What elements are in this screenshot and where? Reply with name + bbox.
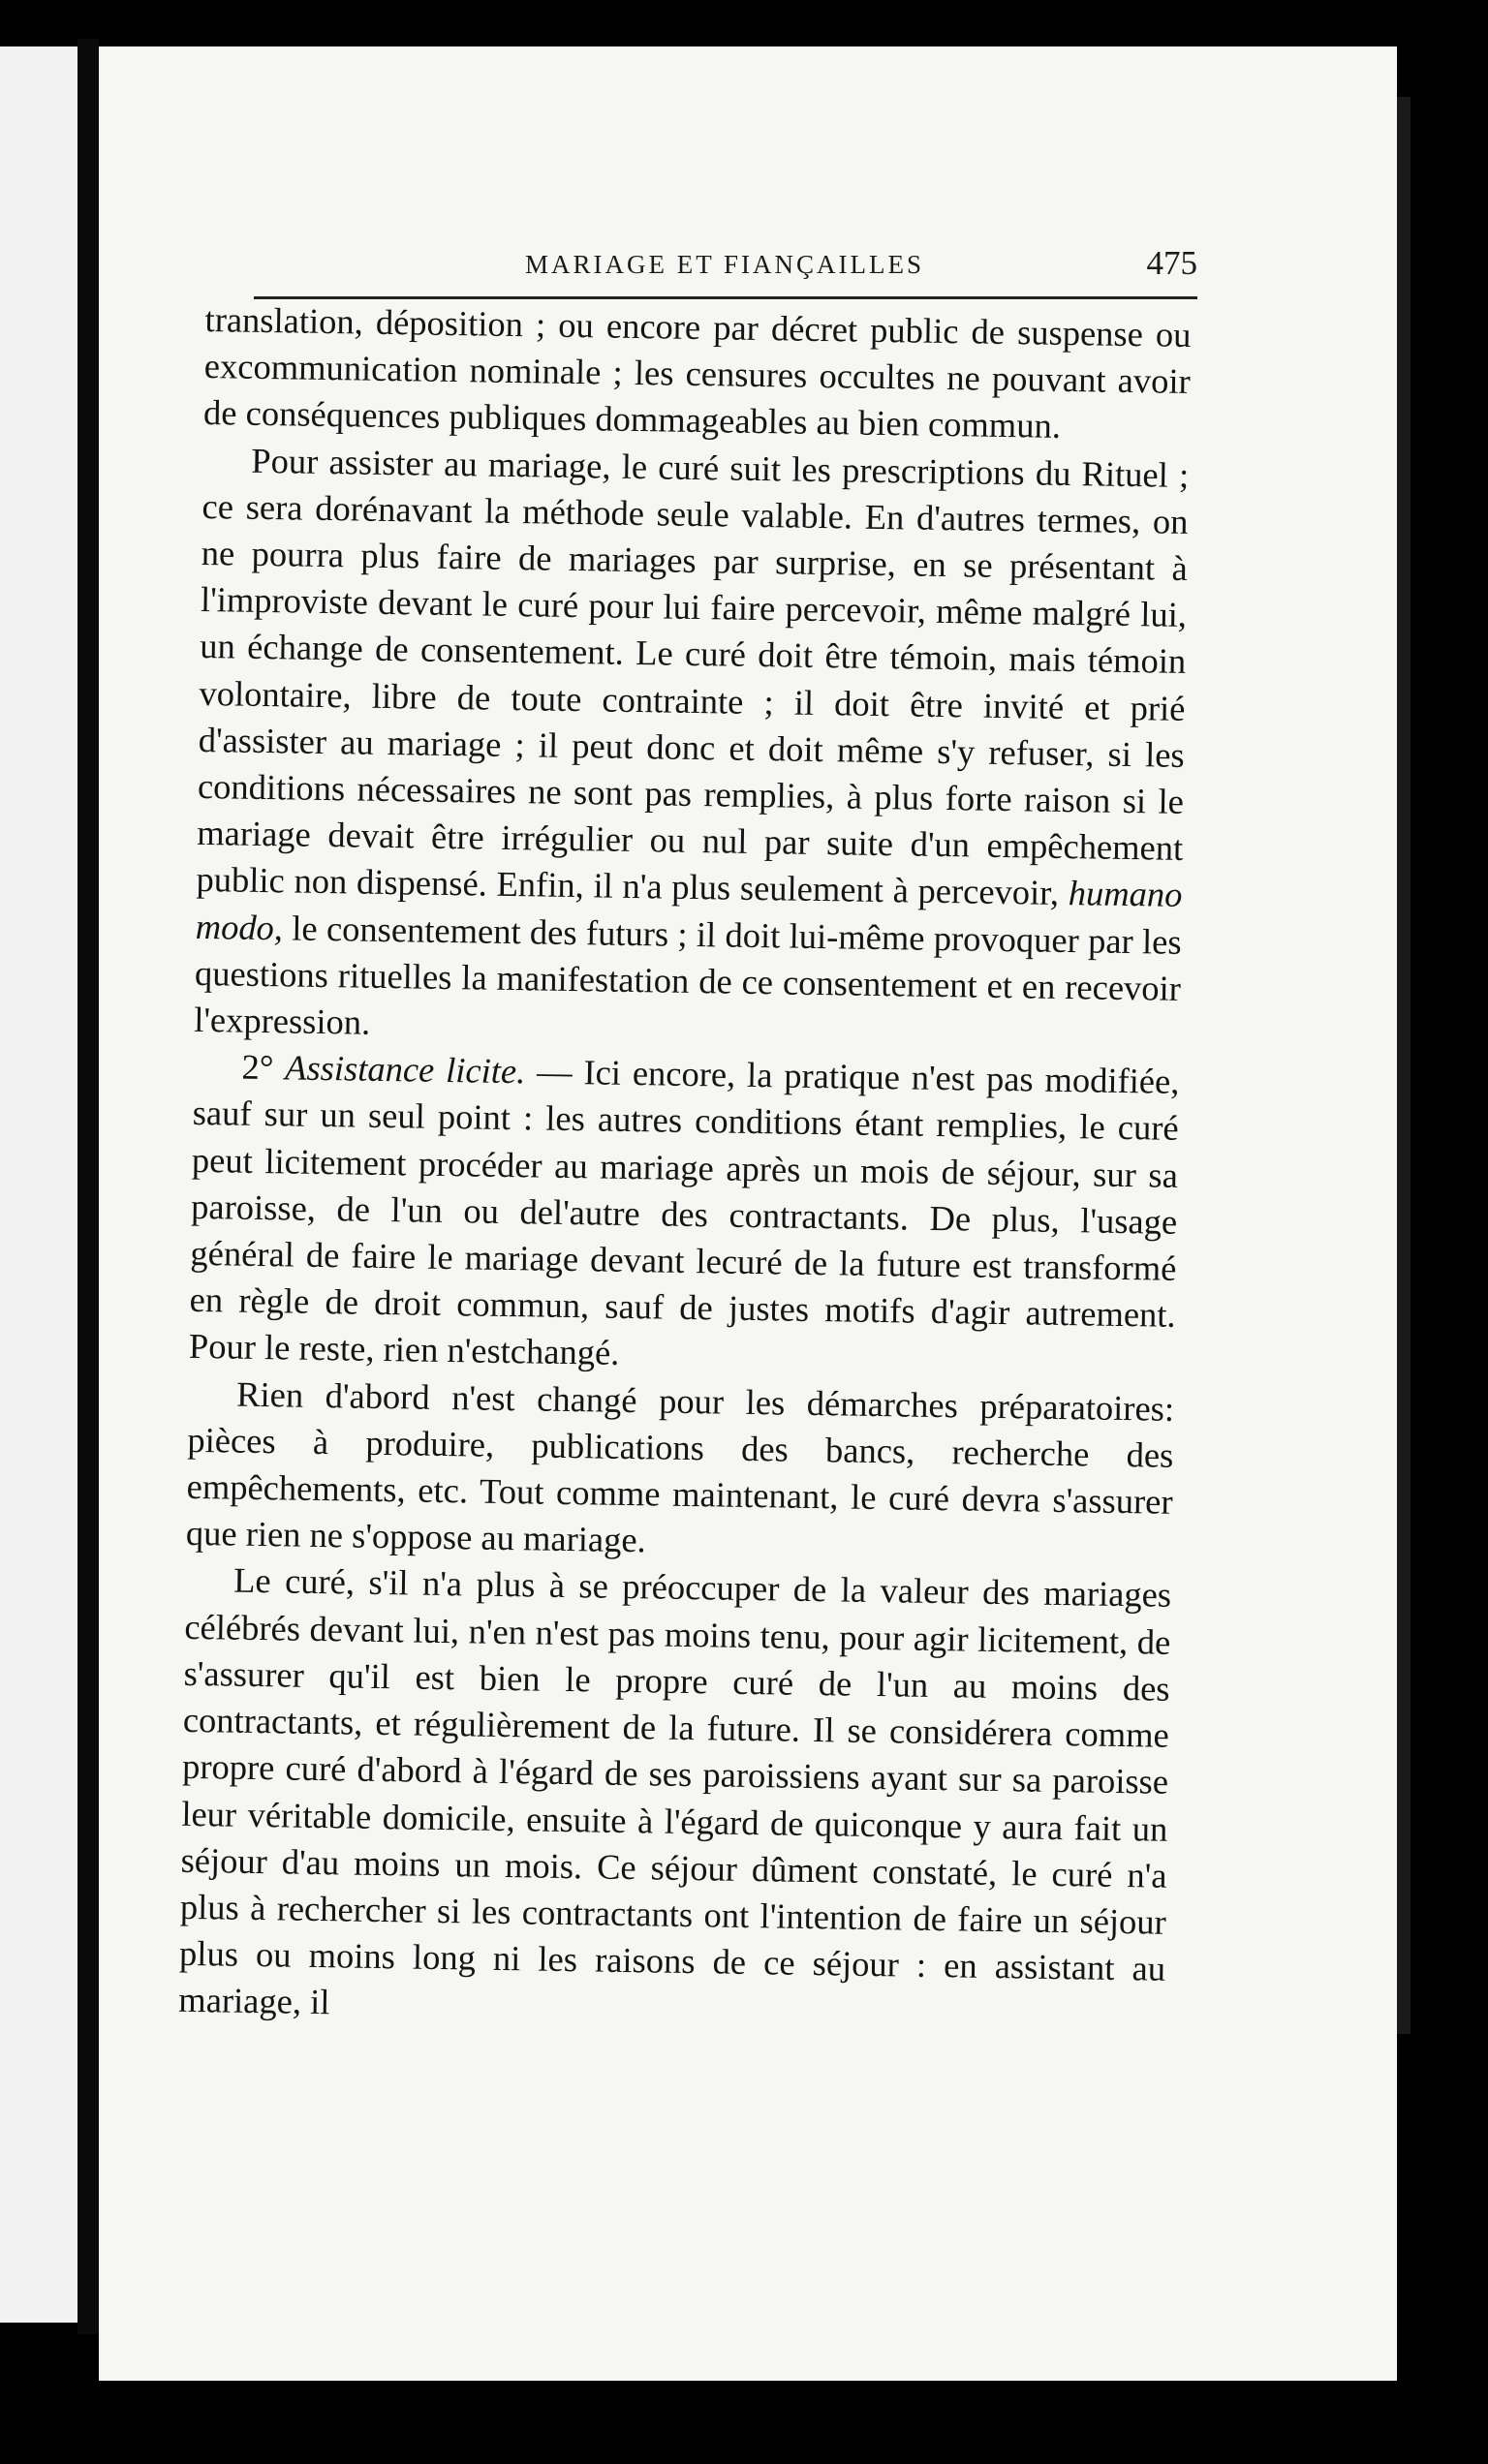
paragraph-3-italic: Assistance licite. [284,1047,526,1092]
paragraph-4-text: Rien d'abord n'est changé pour les démarches préparatoires: pièces à produire, publications des bancs, recherche des empêchements, etc. Tout comme maintenant, le curé devra s'assurer que rien ne s'oppose au mariage. [185,1373,1175,1560]
paragraph-5-text: Le curé, s'il n'a plus à se préoccuper de la valeur des mariages célébrés devant lui, n'en n'est pas moins tenu, pour agir licitement, de s'assurer qu'il est bien le propre curé de l'un au moins des contractants, et régulièrement de la future. Il se considérera comme propre curé d'abord à l'égard de ses paroissiens ayant sur sa paroisse leur véritable domicile, ensuite à l'égard de quiconque y aura fait un séjour d'au moins un mois. Ce séjour dûment constaté, le curé n'a plus à rechercher si les contractants ont l'intention de faire un séjour plus ou moins long ni les raisons de ce séjour : en assistant au mariage, il [178,1560,1172,2022]
paragraph-3-rest: — Ici encore, la pratique n'est pas modifiée, sauf sur un seul point : les autres conditions étant remplies, le curé peut licitement procéder au mariage après un mois de séjour, sur sa paroisse, de l'un ou del'autre des contractants. De plus, l'usage général de faire le mariage devant lecuré de la future est transformé en règle de droit commun, sauf de justes motifs d'agir autrement. Pour le reste, rien n'estchangé. [188,1051,1180,1373]
page-number: 475 [1146,244,1197,282]
running-title: MARIAGE ET FIANÇAILLES [525,250,924,279]
paragraph-3 [189,1043,1180,1385]
paragraph-3-lead: 2° [241,1046,286,1088]
binding-gutter [78,39,99,2334]
paragraph-1 [203,296,1192,452]
paragraph-2-text: Pour assister au mariage, le curé suit les prescriptions du Rituel ; ce sera dorénavant la méthode seule valable. En d'autres termes, on ne pourra plus faire de mariages par surprise, en se présentant à l'improviste devant le curé pour lui faire percevoir, même malgré lui, un échange de consentement. Le curé doit être témoin, mais témoin volontaire, libre de toute contrainte ; il doit être invité et prié d'assister au mariage ; il peut donc et doit même s'y refuser, si les conditions nécessaires ne sont pas remplies, à plus forte raison si le mariage devait être irrégulier ou nul par suite d'un empêchement public non dispensé. Enfin, il n'a plus seulement à percevoir, [196,440,1190,913]
paragraph-5 [178,1556,1171,2039]
paragraph-2 [194,437,1190,1060]
page-edge-shadow [1397,97,1410,2034]
paragraph-2-rest: le consentement des futurs ; il doit lui-même provoquer par les questions rituelles la manifestation de ce consentement et en recevoir l'expression. [193,907,1182,1042]
running-head [254,238,1197,299]
paragraph-2-italic: humano modo, [195,873,1183,947]
paragraph-4 [186,1371,1175,1573]
page-body-text [178,296,1192,2039]
paragraph-1-text: translation, déposition ; ou encore par décret public de suspense ou excommunication nominale ; les censures occultes ne pouvant avoir de conséquences publiques dommageables au bien commun. [202,298,1192,447]
adjacent-page-edge [0,46,78,2323]
